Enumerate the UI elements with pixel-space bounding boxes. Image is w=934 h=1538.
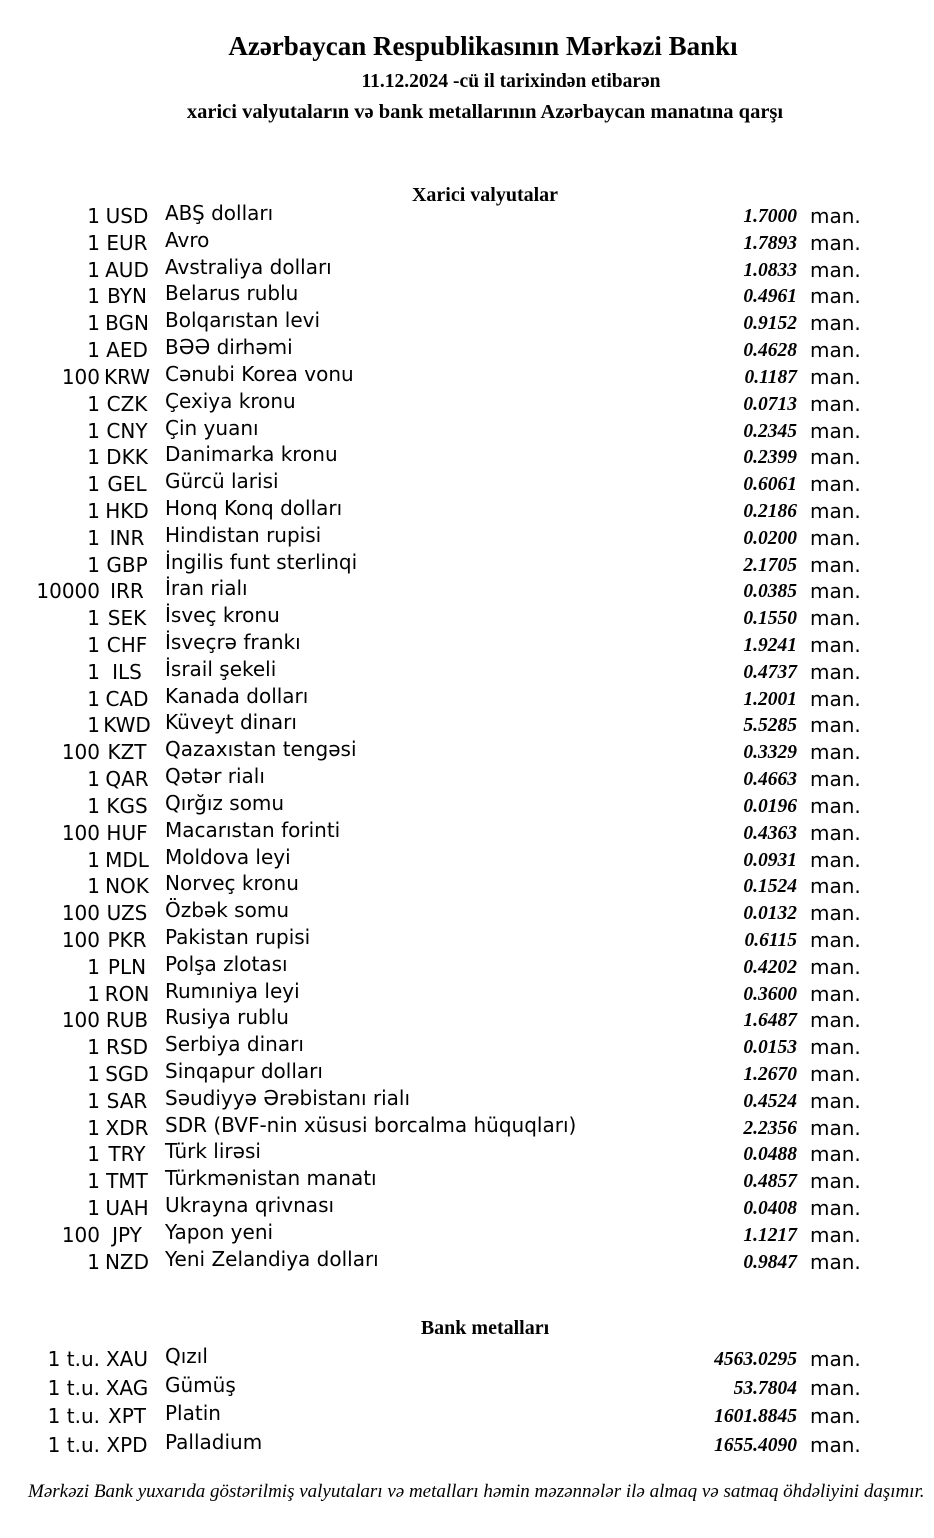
currency-name: Honq Konq dolları xyxy=(165,495,343,520)
currency-rate: 0.0153 xyxy=(743,1037,797,1059)
currency-rate: 0.4961 xyxy=(743,286,797,308)
currency-code: NOK xyxy=(105,874,149,899)
currency-amount: 1 xyxy=(87,1115,100,1140)
currency-amount: 1 xyxy=(87,552,100,577)
metal-rate: 1601.8845 xyxy=(714,1406,797,1428)
currency-name: Çexiya kronu xyxy=(165,388,296,413)
currency-unit: man. xyxy=(810,927,861,952)
currency-unit: man. xyxy=(810,686,861,711)
currency-code: ILS xyxy=(112,659,142,684)
currency-row xyxy=(0,817,934,847)
currency-name: Serbiya dinarı xyxy=(165,1032,304,1057)
currency-name: Gürcü larisi xyxy=(165,469,279,494)
currency-amount: 1 xyxy=(87,1142,100,1167)
currency-rate: 0.3329 xyxy=(743,742,797,764)
currency-code: IRR xyxy=(110,579,144,604)
currency-unit: man. xyxy=(810,338,861,363)
currency-rate: 1.6487 xyxy=(743,1010,797,1032)
currency-unit: man. xyxy=(810,1115,861,1140)
currency-code: KGS xyxy=(106,793,148,818)
currency-code: UAH xyxy=(105,1196,149,1221)
currency-unit: man. xyxy=(810,1142,861,1167)
metal-row xyxy=(0,1345,934,1374)
currency-unit: man. xyxy=(810,954,861,979)
currency-amount: 1 xyxy=(87,284,100,309)
metal-unit: man. xyxy=(810,1347,861,1371)
currency-rate: 0.4363 xyxy=(743,822,797,844)
currency-row xyxy=(0,951,934,981)
currency-name: Küveyt dinarı xyxy=(165,710,297,735)
currency-name: Sinqapur dolları xyxy=(165,1059,323,1083)
currency-code: EUR xyxy=(106,230,148,255)
currency-row xyxy=(0,522,934,552)
currency-name: ABŞ dolları xyxy=(165,201,274,225)
effective-date-line: 11.12.2024 -cü il tarixindən etibarən xyxy=(361,71,661,92)
disclaimer-note: Mərkəzi Bank yuxarıda göstərilmiş valyutaları və metalları həmin məzənnələr ilə almaq və satmaq öhdəliyini daşımır. xyxy=(28,1481,925,1502)
currency-row xyxy=(0,1085,934,1115)
currency-row xyxy=(0,1061,934,1088)
metal-row xyxy=(0,1402,934,1431)
currency-unit: man. xyxy=(810,552,861,577)
currency-row xyxy=(0,1112,934,1142)
currency-unit: man. xyxy=(810,1196,861,1221)
currency-amount: 1 xyxy=(87,257,100,282)
currency-amount: 100 xyxy=(61,740,100,765)
currency-name: Qırğız somu xyxy=(165,790,285,815)
currency-amount: 1 xyxy=(87,793,100,818)
currency-rate: 0.6061 xyxy=(743,474,797,496)
currency-row xyxy=(0,227,934,257)
currency-code: RSD xyxy=(106,1035,148,1060)
currency-amount: 1 xyxy=(87,981,100,1006)
currency-unit: man. xyxy=(810,633,861,657)
currency-amount: 1 xyxy=(87,713,100,738)
bank-title: Azərbaycan Respublikasının Mərkəzi Bankı xyxy=(228,31,738,61)
metal-amount: 1 t.u. xyxy=(47,1347,100,1371)
currency-name: Çin yuanı xyxy=(165,415,259,440)
currency-row xyxy=(0,712,934,739)
currency-unit: man. xyxy=(810,713,861,738)
currency-code: INR xyxy=(109,525,145,550)
currency-amount: 1 xyxy=(87,954,100,979)
currency-unit: man. xyxy=(810,1249,861,1274)
currency-rate: 0.0200 xyxy=(743,527,797,549)
currency-unit: man. xyxy=(810,874,861,899)
currency-name: Rumıniya leyi xyxy=(165,978,300,1003)
currency-unit: man. xyxy=(810,472,861,497)
currency-name: İsveçrə frankı xyxy=(165,630,301,654)
currency-code: RON xyxy=(104,981,150,1006)
currency-code: KWD xyxy=(103,713,151,738)
metal-code: XPT xyxy=(108,1404,146,1429)
currency-row xyxy=(0,1219,934,1249)
currency-name: Türkmənistan manatı xyxy=(165,1166,377,1191)
currency-rate: 1.2001 xyxy=(743,688,797,710)
currency-amount: 1 xyxy=(87,418,100,443)
currency-amount: 1 xyxy=(87,445,100,470)
currency-rate: 0.0408 xyxy=(743,1198,797,1220)
currency-unit: man. xyxy=(810,418,861,443)
currency-row xyxy=(0,203,934,230)
currency-amount: 1 xyxy=(87,1169,100,1194)
metal-code: XAG xyxy=(105,1375,149,1400)
metal-rate: 1655.4090 xyxy=(714,1434,797,1456)
currency-name: Cənubi Korea vonu xyxy=(165,361,354,386)
currency-unit: man. xyxy=(810,981,861,1006)
currency-row xyxy=(0,310,934,337)
currency-rate: 0.9152 xyxy=(743,313,797,335)
currency-code: CHF xyxy=(106,633,148,657)
currency-rate: 5.5285 xyxy=(743,715,797,737)
currency-name: Yeni Zelandiya dolları xyxy=(165,1246,379,1271)
metal-amount: 1 t.u. xyxy=(47,1432,100,1457)
currency-unit: man. xyxy=(810,257,861,282)
currency-row xyxy=(0,1007,934,1034)
currency-row xyxy=(0,605,934,632)
currency-unit: man. xyxy=(810,284,861,309)
currency-rate: 0.4663 xyxy=(743,769,797,791)
currency-amount: 1 xyxy=(87,1062,100,1086)
currency-name: SDR (BVF-nin xüsusi borcalma hüquqları) xyxy=(165,1112,577,1137)
metal-rate: 4563.0295 xyxy=(714,1349,797,1370)
currency-name: İngilis funt sterlinqi xyxy=(165,549,358,574)
currency-rate: 0.1550 xyxy=(743,608,797,630)
currency-code: PKR xyxy=(107,927,147,952)
currency-row xyxy=(0,361,934,391)
currency-unit: man. xyxy=(810,606,861,631)
currency-unit: man. xyxy=(810,579,861,604)
currency-code: PLN xyxy=(107,954,147,979)
currency-name: Səudiyyə Ərəbistanı rialı xyxy=(165,1085,411,1110)
currency-code: AUD xyxy=(105,257,149,282)
currency-row xyxy=(0,683,934,713)
currency-unit: man. xyxy=(810,204,861,228)
metal-unit: man. xyxy=(810,1432,861,1457)
currency-unit: man. xyxy=(810,659,861,684)
currency-code: NZD xyxy=(104,1249,150,1274)
currency-rate: 0.0713 xyxy=(743,393,797,415)
currency-amount: 1 xyxy=(87,767,100,792)
currency-rate: 1.2670 xyxy=(743,1064,797,1085)
metal-row xyxy=(0,1431,934,1460)
currency-amount: 100 xyxy=(61,901,100,926)
currency-name: Türk lirəsi xyxy=(165,1139,261,1164)
currency-row xyxy=(0,873,934,900)
currency-unit: man. xyxy=(810,820,861,845)
currency-code: UZS xyxy=(106,901,148,926)
currency-amount: 1 xyxy=(87,686,100,711)
currency-amount: 1 xyxy=(87,525,100,550)
currency-amount: 1 xyxy=(87,1196,100,1221)
metal-name: Platin xyxy=(165,1401,221,1426)
currency-row xyxy=(0,495,934,525)
currency-row xyxy=(0,337,934,364)
currency-name: Polşa zlotası xyxy=(165,951,288,976)
currency-name: Belarus rublu xyxy=(165,281,299,306)
currency-amount: 1 xyxy=(87,391,100,416)
currency-rate: 0.4524 xyxy=(743,1090,797,1112)
currency-row xyxy=(0,844,934,874)
currency-amount: 1 xyxy=(87,633,100,657)
currency-amount: 1 xyxy=(87,659,100,684)
currency-code: DKK xyxy=(106,445,148,470)
currency-row xyxy=(0,766,934,793)
currency-amount: 1 xyxy=(87,606,100,631)
currency-unit: man. xyxy=(810,364,861,389)
currency-amount: 100 xyxy=(61,927,100,952)
currencies-section-title: Xarici valyutalar xyxy=(411,184,559,206)
currency-amount: 1 xyxy=(87,204,100,228)
metal-name: Palladium xyxy=(165,1429,263,1454)
currency-rate: 0.2399 xyxy=(743,447,797,469)
currency-unit: man. xyxy=(810,311,861,336)
currency-name: Norveç kronu xyxy=(165,871,299,896)
currency-name: Hindistan rupisi xyxy=(165,522,322,547)
currency-amount: 1 xyxy=(87,1249,100,1274)
currency-row xyxy=(0,444,934,471)
currency-unit: man. xyxy=(810,767,861,792)
currency-rate: 0.0488 xyxy=(743,1144,797,1166)
currency-rate: 0.4628 xyxy=(743,340,797,362)
currency-code: SGD xyxy=(105,1062,149,1086)
currency-row xyxy=(0,578,934,605)
currency-rate: 0.0931 xyxy=(743,849,797,871)
currency-unit: man. xyxy=(810,847,861,872)
currency-code: QAR xyxy=(105,767,149,792)
currency-row xyxy=(0,900,934,927)
metals-table xyxy=(0,1345,934,1459)
currency-amount: 1 xyxy=(87,230,100,255)
currency-name: Pakistan rupisi xyxy=(165,924,311,949)
currency-rate: 0.3600 xyxy=(743,983,797,1005)
currency-row xyxy=(0,978,934,1008)
metal-code: XAU xyxy=(105,1347,149,1371)
currency-rate: 0.0385 xyxy=(743,581,797,603)
currency-row xyxy=(0,790,934,820)
currency-rate: 0.2345 xyxy=(743,420,797,442)
currency-name: İran rialı xyxy=(165,576,248,601)
currency-code: KZT xyxy=(107,740,147,765)
currency-name: Danimarka kronu xyxy=(165,442,338,467)
currency-unit: man. xyxy=(810,525,861,550)
currency-unit: man. xyxy=(810,1169,861,1194)
currency-name: BƏƏ dirhəmi xyxy=(165,335,293,360)
currency-unit: man. xyxy=(810,1062,861,1086)
currency-rate: 0.9847 xyxy=(743,1251,797,1273)
metal-row xyxy=(0,1374,934,1403)
currency-name: Özbək somu xyxy=(165,898,289,923)
currency-amount: 100 xyxy=(61,820,100,845)
currency-amount: 1 xyxy=(87,311,100,336)
currency-table xyxy=(0,203,934,1276)
currency-code: RUB xyxy=(105,1008,149,1033)
currency-row xyxy=(0,924,934,954)
currency-code: CNY xyxy=(106,418,148,443)
currency-unit: man. xyxy=(810,1035,861,1060)
currency-code: BGN xyxy=(105,311,149,336)
currency-name: Qətər rialı xyxy=(165,764,265,789)
currency-name: Yapon yeni xyxy=(165,1219,274,1244)
currency-code: GBP xyxy=(106,552,148,577)
currency-row xyxy=(0,1034,934,1061)
currency-unit: man. xyxy=(810,230,861,255)
currency-amount: 1 xyxy=(87,1035,100,1060)
currency-code: MDL xyxy=(105,847,149,872)
currency-unit: man. xyxy=(810,1008,861,1033)
currency-row xyxy=(0,471,934,498)
currency-rate: 1.0833 xyxy=(743,259,797,281)
currency-row xyxy=(0,632,934,659)
currency-amount: 10000 xyxy=(36,579,100,604)
currency-row xyxy=(0,388,934,418)
currency-rate: 0.4202 xyxy=(743,956,797,978)
currency-code: KRW xyxy=(104,364,150,389)
currency-amount: 100 xyxy=(61,1222,100,1247)
currency-code: JPY xyxy=(112,1222,142,1247)
currency-code: TRY xyxy=(108,1142,146,1167)
currency-unit: man. xyxy=(810,391,861,416)
currency-rate: 0.0196 xyxy=(743,795,797,817)
currency-name: Avstraliya dolları xyxy=(165,254,332,279)
currency-amount: 1 xyxy=(87,472,100,497)
currency-row xyxy=(0,739,934,766)
currency-rate: 2.2356 xyxy=(743,1117,797,1139)
currency-amount: 1 xyxy=(87,498,100,523)
currency-rate: 2.1705 xyxy=(743,554,797,576)
currency-rate: 0.4857 xyxy=(743,1171,797,1193)
currency-code: GEL xyxy=(107,472,147,497)
currency-rate: 1.1217 xyxy=(743,1224,797,1246)
currency-code: USD xyxy=(105,204,149,228)
currency-rate: 0.0132 xyxy=(743,903,797,925)
currency-unit: man. xyxy=(810,901,861,926)
currency-name: Ukrayna qrivnası xyxy=(165,1193,335,1218)
currency-rate: 1.9241 xyxy=(743,635,797,656)
currency-code: CZK xyxy=(106,391,148,416)
currency-name: Bolqarıstan levi xyxy=(165,308,321,333)
currency-name: Qazaxıstan tengəsi xyxy=(165,737,357,762)
currency-row xyxy=(0,656,934,686)
currency-name: Avro xyxy=(165,227,210,252)
currency-row xyxy=(0,1141,934,1168)
currency-rate: 1.7893 xyxy=(743,232,797,254)
currency-code: AED xyxy=(106,338,148,363)
metal-code: XPD xyxy=(106,1432,148,1457)
currency-unit: man. xyxy=(810,793,861,818)
metal-name: Qızıl xyxy=(165,1344,208,1368)
currency-rate: 0.4737 xyxy=(743,661,797,683)
currency-name: İsveç kronu xyxy=(165,603,280,628)
currency-row xyxy=(0,1168,934,1195)
metal-name: Gümüş xyxy=(165,1372,236,1397)
currency-code: HUF xyxy=(106,820,148,845)
currency-amount: 1 xyxy=(87,874,100,899)
currency-unit: man. xyxy=(810,445,861,470)
currency-row xyxy=(0,254,934,284)
currency-unit: man. xyxy=(810,498,861,523)
currency-name: Moldova leyi xyxy=(165,844,291,869)
document-subtitle: xarici valyutaların və bank metallarının Azərbaycan manatına qarşı xyxy=(186,101,784,123)
currency-rate: 0.1187 xyxy=(744,366,797,388)
currency-code: TMT xyxy=(106,1169,148,1194)
currency-name: İsrail şekeli xyxy=(165,656,277,681)
currency-code: BYN xyxy=(107,284,147,309)
currency-row xyxy=(0,549,934,579)
currency-rate: 0.1524 xyxy=(743,876,797,898)
currency-unit: man. xyxy=(810,740,861,765)
currency-unit: man. xyxy=(810,1222,861,1247)
currency-code: CAD xyxy=(105,686,149,711)
currency-row xyxy=(0,1195,934,1222)
currency-row xyxy=(0,415,934,445)
metal-rate: 53.7804 xyxy=(733,1377,797,1399)
currency-code: SAR xyxy=(106,1088,148,1113)
currency-amount: 1 xyxy=(87,1088,100,1113)
currency-unit: man. xyxy=(810,1088,861,1113)
currency-name: Kanada dolları xyxy=(165,683,309,708)
currency-amount: 1 xyxy=(87,847,100,872)
currency-name: Macarıstan forinti xyxy=(165,817,341,842)
currency-name: Rusiya rublu xyxy=(165,1005,289,1030)
currency-code: HKD xyxy=(105,498,149,523)
currency-amount: 100 xyxy=(61,364,100,389)
currency-row xyxy=(0,1246,934,1276)
currency-amount: 100 xyxy=(61,1008,100,1033)
currency-rate: 1.7000 xyxy=(743,206,797,227)
currency-row xyxy=(0,283,934,310)
metal-amount: 1 t.u. xyxy=(47,1404,100,1429)
metal-unit: man. xyxy=(810,1404,861,1429)
currency-code: XDR xyxy=(105,1115,149,1140)
currency-code: SEK xyxy=(107,606,147,631)
currency-amount: 1 xyxy=(87,338,100,363)
metal-amount: 1 t.u. xyxy=(47,1375,100,1400)
metals-section-title: Bank metalları xyxy=(420,1317,550,1339)
metal-unit: man. xyxy=(810,1375,861,1400)
currency-rate: 0.2186 xyxy=(743,500,797,522)
currency-rate: 0.6115 xyxy=(744,929,797,951)
